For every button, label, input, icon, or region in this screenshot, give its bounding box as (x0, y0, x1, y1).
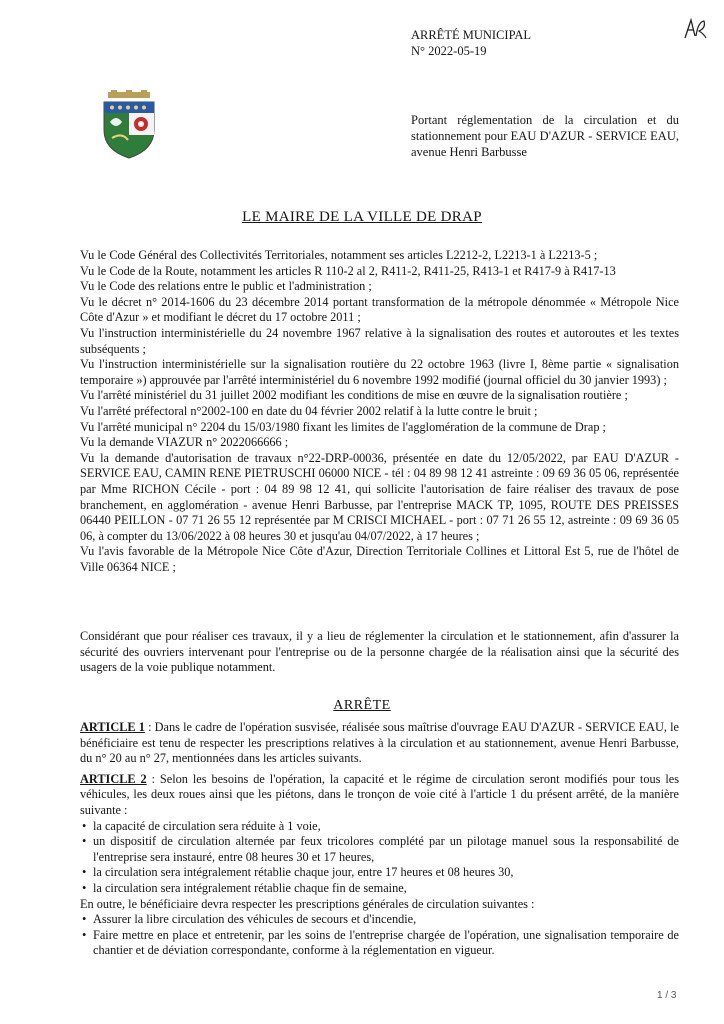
vu-clause: Vu le décret n° 2014-1606 du 23 décembre 2014 portant transformation de la métropole dénommée « Métropole Nice Côte d'Azur » et modifiant le décret du 17 octobre 2011 ; (80, 294, 679, 325)
page-number: 1 / 3 (657, 990, 677, 1001)
vu-clause: Vu le Code des relations entre le public et l'administration ; (80, 279, 372, 294)
article-1 (80, 720, 679, 767)
vu-clause: Vu la demande VIAZUR n° 2022066666 ; (80, 435, 289, 450)
coat-of-arms-icon (100, 90, 158, 160)
vu-clause: Vu l'instruction interministérielle sur la signalisation routière du 22 octobre 1963 (livre I, 8ème partie « signalisation temporaire ») approuvée par l'arrêté interministériel du 6 novembre 1992 modifié (journal officiel du 30 janvier 1993) ; (80, 357, 679, 387)
article-2-outro: En outre, le bénéficiaire devra respecter les prescriptions générales de circulation suivantes : (80, 896, 535, 911)
article-1-label: ARTICLE 1 (80, 720, 145, 734)
list-item: • la circulation sera intégralement rétablie chaque fin de semaine, (80, 881, 679, 897)
vu-clause: Vu le Code Général des Collectivités Territoriales, notamment ses articles L2212-2, L2213-1 à L2213-5 ; (80, 248, 598, 262)
decree-subject: Portant réglementation de la circulation et du stationnement pour EAU D'AZUR - SERVICE EAU, avenue Henri Barbusse (411, 113, 679, 159)
signature-initials-icon (682, 16, 708, 42)
list-item: • la circulation sera intégralement rétablie chaque jour, entre 17 heures et 08 heures 30, (80, 865, 679, 881)
vu-clause: Vu l'arrêté municipal n° 2204 du 15/03/1980 fixant les limites de l'agglomération de la commune de Drap ; (80, 419, 606, 434)
list-item: • la capacité de circulation sera réduite à 1 voie, (80, 819, 679, 835)
article-2 (80, 772, 679, 819)
vu-clause: Vu la demande d'autorisation de travaux n°22-DRP-00036, présentée en date du 12/05/2022, par EAU D'AZUR - SERVICE EAU, CAMIN RENE PIETRUSCHI 06000 NICE - tél : 04 89 98 12 41 astreinte : 09 69 36 05 06, représentée par Mme RICHON Cécile - port : 04 89 98 12 41, qui sollicite l'autorisation de faire réaliser des travaux de pose branchement, en agglomération - avenue Henri Barbusse, par l'entreprise MACK TP, 1095, ROUTE DES PREISSES 06440 PEILLON - 07 71 26 55 12 représentée par M CRISCI MICHAEL - port : 07 71 26 55 12, astreinte : 09 69 36 05 06, à compter du 13/06/2022 à 08 heures 30 et jusqu'au 04/07/2022, à 17 heures ; (80, 450, 679, 543)
list-item: • Assurer la libre circulation des véhicules de secours et d'incendie, (80, 912, 679, 928)
article-1-text: : Dans le cadre de l'opération susvisée, réalisée sous maîtrise d'ouvrage EAU D'AZUR - SERVICE EAU, le bénéficiaire est tenu de respecter les prescriptions relatives à la circulation et au stationnement, avenue Henri Barbusse, du n° 20 au n° 27, mentionnées dans les articles suivants. (80, 720, 679, 766)
vu-clause: Vu l'arrêté préfectoral n°2002-100 en date du 04 février 2002 relatif à la lutte contre le bruit ; (80, 403, 538, 418)
vu-clause: Vu l'instruction interministérielle du 24 novembre 1967 relative à la signalisation des routes et autoroutes et les textes subséquents ; (80, 325, 679, 356)
article-2-label: ARTICLE 2 (80, 771, 147, 786)
vu-clause: Vu l'arrêté ministériel du 31 juillet 2002 modifiant les conditions de mise en œuvre de la signalisation routière ; (80, 388, 628, 403)
decree-number: N° 2022-05-19 (411, 44, 487, 58)
page-title: LE MAIRE DE LA VILLE DE DRAP (242, 209, 482, 225)
list-item: • Faire mettre en place et entretenir, par les soins de l'entreprise chargée de l'opération, une signalisation temporaire de chantier et de déviation correspondante, conforme à la réglementation en vigueur. (80, 928, 679, 959)
decree-header (411, 27, 531, 59)
articles-section (80, 720, 679, 959)
article-2-text: : Selon les besoins de l'opération, la capacité et le régime de circulation seront modifiés pour tous les véhicules, les deux roues ainsi que les piétons, dans le tronçon de voie cité à l'article 1 du présent arrêté, de la manière suivante : (80, 771, 679, 817)
considerant-paragraph: Considérant que pour réaliser ces travaux, il y a lieu de réglementer la circulation et le stationnement, afin d'assurer la sécurité des ouvriers intervenant pour l'entreprise ou de la personne chargée de la réalisation ainsi que la sécurité des usagers de la voie publique notamment. (80, 629, 679, 675)
vu-clause: Vu l'avis favorable de la Métropole Nice Côte d'Azur, Direction Territoriale Collines et Littoral Est 5, rue de l'hôtel de Ville 06364 NICE ; (80, 544, 679, 574)
list-item: • un dispositif de circulation alternée par feux tricolores complété par un pilotage manuel sous la responsabilité de l'entreprise sera instauré, entre 08 heures 30 et 17 heures, (80, 834, 679, 865)
vu-clauses (80, 248, 679, 575)
vu-clause: Vu le Code de la Route, notamment les articles R 110-2 al 2, R411-2, R411-25, R413-1 et R417-9 à R417-13 (80, 263, 616, 278)
decree-type: ARRÊTÉ MUNICIPAL (411, 28, 532, 42)
arrete-heading: ARRÊTE (333, 698, 391, 713)
